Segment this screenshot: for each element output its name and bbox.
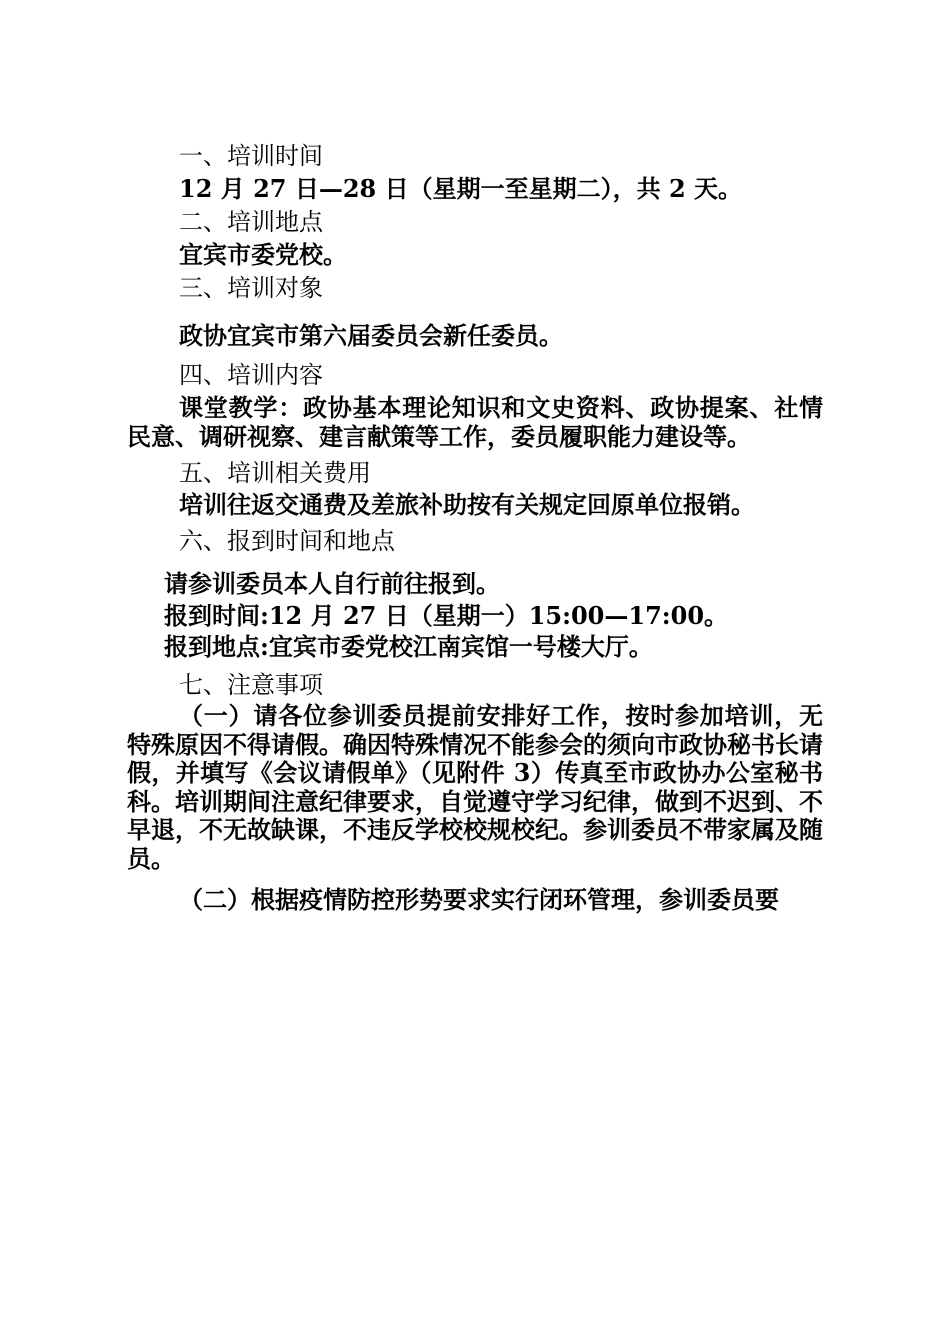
section-text-place: 宜宾市委党校。: [179, 240, 347, 269]
section-heading-content: 四、培训内容: [179, 361, 323, 389]
section-text-time: 12 月 27 日—28 日（星期一至星期二），共 2 天。: [179, 174, 743, 203]
notes-item-1: （一）请各位参训委员提前安排好工作，按时参加培训，无特殊原因不得请假。确因特殊情况不能参会的须向市政协秘书长请假，并填写《会议请假单》（见附件 3）传真至市政协办公室秘书科。培训期间注意纪律要求，自觉遵守学习纪律，做到不迟到、不早退，不无故缺课，不违反学校校规校纪。参训委员不带家属及随员。: [127, 701, 823, 873]
section-heading-place: 二、培训地点: [179, 208, 323, 236]
section-heading-time: 一、培训时间: [179, 142, 323, 170]
section-heading-fees: 五、培训相关费用: [179, 459, 371, 487]
section-text-content: 课堂教学：政协基本理论知识和文史资料、政协提案、社情民意、调研视察、建言献策等工作，委员履职能力建设等。: [127, 393, 823, 451]
section-heading-target: 三、培训对象: [179, 274, 323, 302]
section-heading-notes: 七、注意事项: [179, 671, 323, 699]
report-line-2: 报到时间:12 月 27 日（星期一）15:00—17:00。: [164, 601, 729, 630]
section-text-fees: 培训往返交通费及差旅补助按有关规定回原单位报销。: [179, 490, 755, 519]
notes-item-2: （二）根据疫情防控形势要求实行闭环管理，参训委员要: [179, 885, 779, 914]
section-heading-report: 六、报到时间和地点: [179, 527, 395, 555]
report-line-1: 请参训委员本人自行前往报到。: [164, 569, 500, 598]
report-line-3: 报到地点:宜宾市委党校江南宾馆一号楼大厅。: [164, 632, 653, 661]
section-text-target: 政协宜宾市第六届委员会新任委员。: [179, 321, 563, 350]
